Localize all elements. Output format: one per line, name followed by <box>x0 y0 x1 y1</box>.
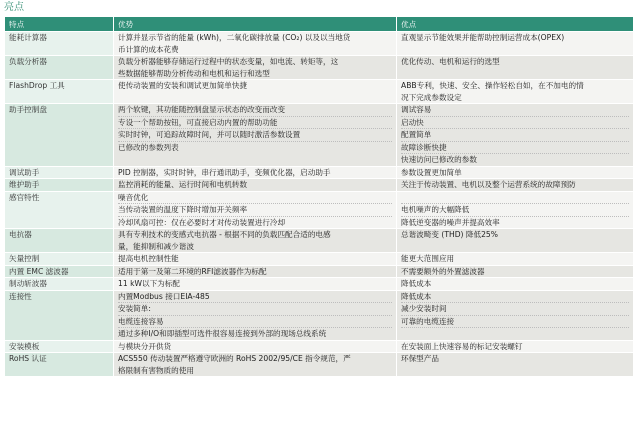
advantage-line: 专设一个帮助按钮，可直接启动内置的帮助功能 <box>118 116 392 129</box>
advantage-cell <box>114 179 397 192</box>
table-row <box>5 80 634 104</box>
table-row <box>5 229 634 253</box>
feature-label: 矢量控制 <box>9 254 40 263</box>
table-row <box>5 104 634 167</box>
advantage-line: 11 kW以下为标配 <box>118 279 180 288</box>
page-title: 亮点 <box>4 2 24 13</box>
table-row <box>5 265 634 278</box>
benefit-cell <box>397 340 634 353</box>
table-row <box>5 166 634 179</box>
feature-cell <box>5 290 114 340</box>
benefit-line: 不需要额外的外置滤波器 <box>401 266 485 276</box>
feature-label: 维护助手 <box>9 180 40 189</box>
table-row <box>5 32 634 56</box>
advantage-line: 内置Modbus 接口EIA-485 <box>118 291 210 301</box>
benefit-line: ABB专利，快速、安全、操作轻松自如，在不加电的情 <box>401 81 584 90</box>
benefit-cell <box>397 265 634 278</box>
benefit-line: 快速访问已修改的参数 <box>401 153 629 166</box>
benefit-line: 配置简单 <box>401 128 629 141</box>
advantage-line: 些数据能够帮助分析传动和电机和运行和选型 <box>118 68 270 78</box>
advantage-cell <box>114 278 397 291</box>
table-row <box>5 278 634 291</box>
benefit-cell <box>397 229 634 253</box>
feature-cell <box>5 353 114 377</box>
benefit-cell <box>397 166 634 179</box>
advantage-cell <box>114 340 397 353</box>
feature-label: 电抗器 <box>9 230 32 239</box>
benefit-line: 电机噪声的大幅降低 <box>401 203 629 216</box>
table-row <box>5 191 634 229</box>
benefit-line: 关注于传动装置、电机以及整个运营系统的故障预防 <box>401 180 576 189</box>
feature-cell <box>5 265 114 278</box>
benefit-line: 在安装面上快速容易的标记安装螺钉 <box>401 341 523 351</box>
advantage-line: PID 控制器，实时时钟，串行通讯助手，变频优化器，启动助手 <box>118 167 331 177</box>
advantage-cell <box>114 56 397 80</box>
benefit-cell <box>397 353 634 377</box>
advantage-cell <box>114 32 397 56</box>
feature-label: 调试助手 <box>9 167 40 177</box>
feature-label: 负载分析器 <box>9 57 47 66</box>
feature-label: 连接性 <box>9 291 32 301</box>
advantage-line: 通过多种I/O和即插型可选件很容易连接到外部的现场总线系统 <box>118 327 392 340</box>
feature-label: 能耗计算器 <box>9 33 47 42</box>
feature-cell <box>5 179 114 192</box>
advantage-line: 实时时钟，可追踪故障时间，并可以随时激活参数设置 <box>118 128 392 141</box>
header-feature: 特点 <box>5 17 114 32</box>
feature-cell <box>5 104 114 167</box>
advantage-line: 两个软键，其功能随控制盘显示状态的改变而改变 <box>118 105 286 114</box>
benefit-line: 降低成本 <box>401 291 432 301</box>
benefit-line: 可靠的电缆连接 <box>401 315 629 328</box>
benefit-cell <box>397 80 634 104</box>
advantage-line: 噪音优化 <box>118 192 149 202</box>
advantage-line: 币计算的成本花费 <box>118 44 179 54</box>
table-row <box>5 290 634 340</box>
table-row <box>5 353 634 377</box>
benefit-cell <box>397 191 634 229</box>
advantage-line: 当传动装置的温度下降时增加开关频率 <box>118 203 392 216</box>
advantage-cell <box>114 166 397 179</box>
advantage-line: ACS550 传动装置严格遵守欧洲的 RoHS 2002/95/CE 指令规范，严 <box>118 354 351 363</box>
benefit-line: 况下完成参数设定 <box>401 92 462 102</box>
advantage-cell <box>114 290 397 340</box>
advantage-cell <box>114 265 397 278</box>
feature-cell <box>5 253 114 266</box>
benefit-line: 启动快 <box>401 116 629 129</box>
benefit-line: 优化传动、电机和运行的选型 <box>401 57 500 66</box>
feature-label: 感官特性 <box>9 192 40 202</box>
benefit-cell <box>397 253 634 266</box>
advantage-cell <box>114 353 397 377</box>
benefit-cell <box>397 104 634 167</box>
benefit-line: 调试容易 <box>401 105 432 114</box>
benefit-line: 环保型产品 <box>401 354 439 363</box>
advantage-cell <box>114 229 397 253</box>
advantage-line: 格限制有害物质的使用 <box>118 365 194 375</box>
feature-table <box>4 16 634 377</box>
benefit-cell <box>397 56 634 80</box>
advantage-line: 监控消耗的能量、运行时间和电机转数 <box>118 180 248 189</box>
advantage-line: 安装简单: <box>118 302 392 315</box>
advantage-cell <box>114 80 397 104</box>
benefit-line <box>401 192 629 204</box>
table-row <box>5 340 634 353</box>
benefit-cell <box>397 278 634 291</box>
feature-label: RoHS 认证 <box>9 354 47 363</box>
benefit-cell <box>397 179 634 192</box>
benefit-line: 能更大范围应用 <box>401 254 455 263</box>
header-benefit: 优点 <box>397 17 634 32</box>
header-advantage: 优势 <box>114 17 397 32</box>
benefit-line <box>401 327 629 340</box>
benefit-cell <box>397 290 634 340</box>
feature-cell <box>5 191 114 229</box>
advantage-line: 电缆连接容易 <box>118 315 392 328</box>
advantage-line: 已修改的参数列表 <box>118 141 392 154</box>
advantage-line: 量，能抑制和减少谐波 <box>118 241 194 251</box>
benefit-line: 参数设置更加简单 <box>401 167 462 177</box>
feature-cell <box>5 278 114 291</box>
benefit-line: 直观显示节能效果并能帮助控制运营成本(OPEX) <box>401 33 565 42</box>
benefit-cell <box>397 32 634 56</box>
advantage-line: 冷却风扇可控：仅在必要时才对传动装置进行冷却 <box>118 216 392 229</box>
feature-label: 制动斩波器 <box>9 279 47 288</box>
benefit-line: 降低成本 <box>401 279 432 288</box>
benefit-line: 减少安装时间 <box>401 302 629 315</box>
feature-cell <box>5 56 114 80</box>
advantage-line: 与模块分开供货 <box>118 341 172 351</box>
advantage-line: 具有专利技术的变感式电抗器 - 根据不同的负载匹配合适的电感 <box>118 230 331 239</box>
table-header-row <box>5 17 634 32</box>
advantage-line: 提高电机控制性能 <box>118 254 179 263</box>
advantage-line: 计算并显示节省的能量 (kWh)，二氧化碳排放量 (CO₂) 以及以当地货 <box>118 33 351 42</box>
advantage-line: 适用于第一及第二环境的RFI滤波器作为标配 <box>118 266 267 276</box>
feature-cell <box>5 32 114 56</box>
advantage-cell <box>114 191 397 229</box>
table-row <box>5 179 634 192</box>
feature-cell <box>5 229 114 253</box>
advantage-cell <box>114 253 397 266</box>
feature-label: 安装模板 <box>9 341 40 351</box>
feature-label: FlashDrop 工具 <box>9 81 65 90</box>
advantage-cell <box>114 104 397 167</box>
feature-label: 内置 EMC 滤波器 <box>9 266 69 276</box>
feature-cell <box>5 166 114 179</box>
feature-label: 助手控制盘 <box>9 105 47 114</box>
feature-cell <box>5 340 114 353</box>
benefit-line: 故障诊断快捷 <box>401 141 629 154</box>
benefit-line: 降低逆变器的噪声并提高效率 <box>401 216 629 229</box>
feature-cell <box>5 80 114 104</box>
table-row <box>5 56 634 80</box>
benefit-line: 总谐波畸变 (THD) 降低25% <box>401 230 498 239</box>
table-row <box>5 253 634 266</box>
advantage-line: 使传动装置的安装和调试更加简单快捷 <box>118 81 248 90</box>
advantage-line: 负载分析器能够存储运行过程中的状态变量，如电流、转矩等，这 <box>118 57 339 66</box>
